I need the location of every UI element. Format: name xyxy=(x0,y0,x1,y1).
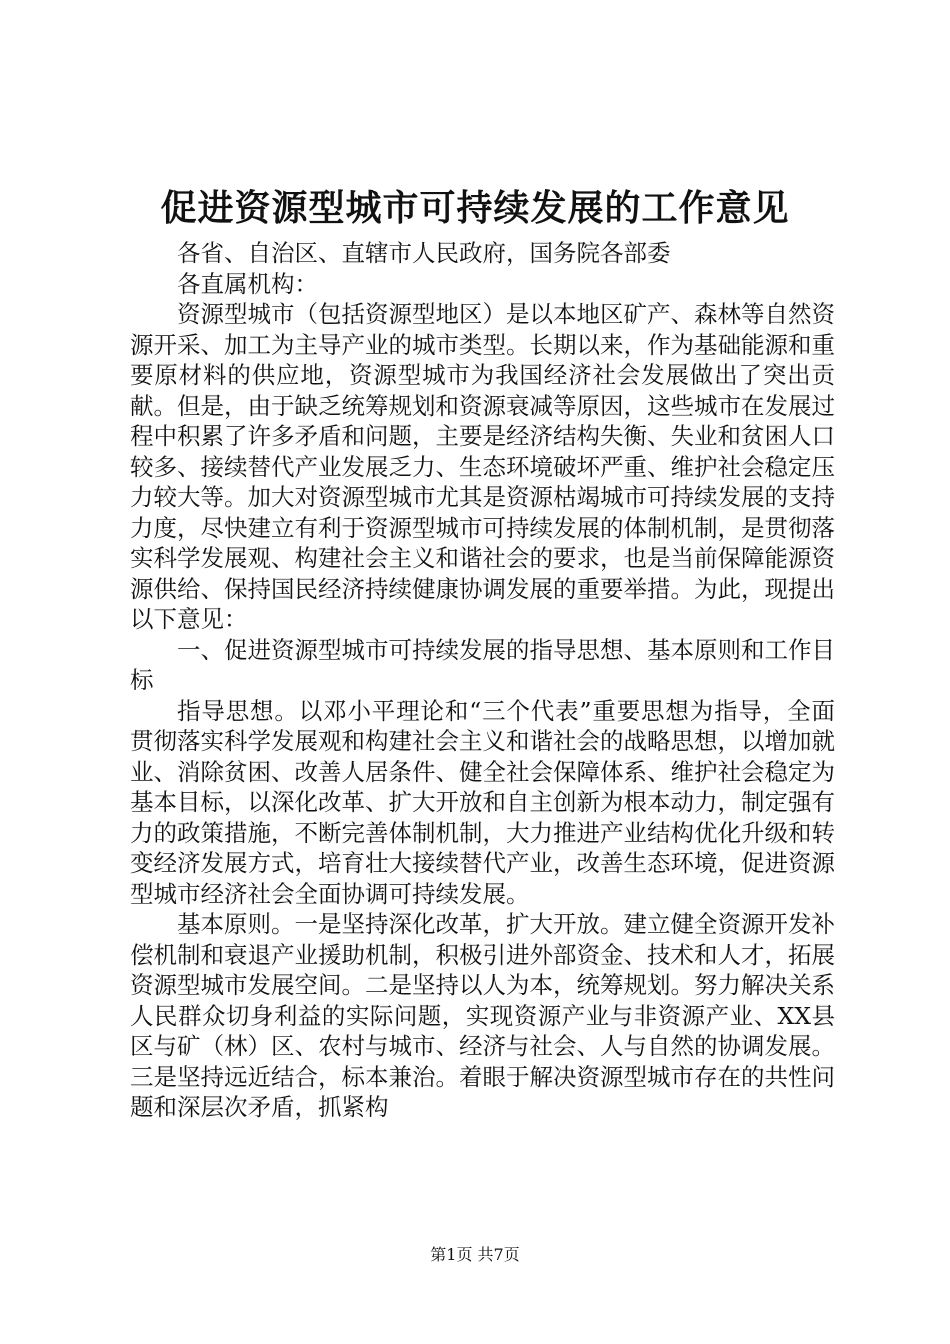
document-title: 促进资源型城市可持续发展的工作意见 xyxy=(160,187,790,229)
salutation-line-1: 各省、自治区、直辖市人民政府，国务院各部委 xyxy=(177,239,671,267)
paragraph-intro: 资源型城市（包括资源型地区）是以本地区矿产、森林等自然资源开采、加工为主导产业的城市类型。长期以来，作为基础能源和重要原材料的供应地，资源型城市为我国经济社会发展做出了突出贡献。但是，由于缺乏统筹规划和资源衰减等原因，这些城市在发展过程中积累了许多矛盾和问题，主要是经济结构失衡、失业和贫困人口较多、接续替代产业发展乏力、生态环境破坏严重、维护社会稳定压力较大等。加大对资源型城市尤其是资源枯竭城市可持续发展的支持力度，尽快建立有利于资源型城市可持续发展的体制机制，是贯彻落实科学发展观、构建社会主义和谐社会的要求，也是当前保障能源资源供给、保持国民经济持续健康协调发展的重要举措。为此，现提出以下意见： xyxy=(130,300,835,633)
section-heading-1: 一、促进资源型城市可持续发展的指导思想、基本原则和工作目标 xyxy=(130,635,835,694)
document-body xyxy=(130,238,835,1123)
page-footer: 第1页 共7页 xyxy=(430,1245,520,1264)
paragraph-guiding-thought: 指导思想。以邓小平理论和“三个代表”重要思想为指导，全面贯彻落实科学发展观和构建社会主义和谐社会的战略思想，以增加就业、消除贫困、改善人居条件、健全社会保障体系、维护社会稳定为基本目标，以深化改革、扩大开放和自主创新为根本动力，制定强有力的政策措施，不断完善体制机制，大力推进产业结构优化升级和转变经济发展方式，培育壮大接续替代产业，改善生态环境，促进资源型城市经济社会全面协调可持续发展。 xyxy=(130,696,835,908)
salutation-line-2: 各直属机构： xyxy=(177,269,318,298)
paragraph-basic-principles: 基本原则。一是坚持深化改革，扩大开放。建立健全资源开发补偿机制和衰退产业援助机制，积极引进外部资金、技术和人才，拓展资源型城市发展空间。二是坚持以人为本，统筹规划。努力解决关系人民群众切身利益的实际问题，实现资源产业与非资源产业、XX县区与矿（林）区、农村与城市、经济与社会、人与自然的协调发展。三是坚持远近结合，标本兼治。着眼于解决资源型城市存在的共性问题和深层次矛盾，抓紧构 xyxy=(130,910,835,1121)
